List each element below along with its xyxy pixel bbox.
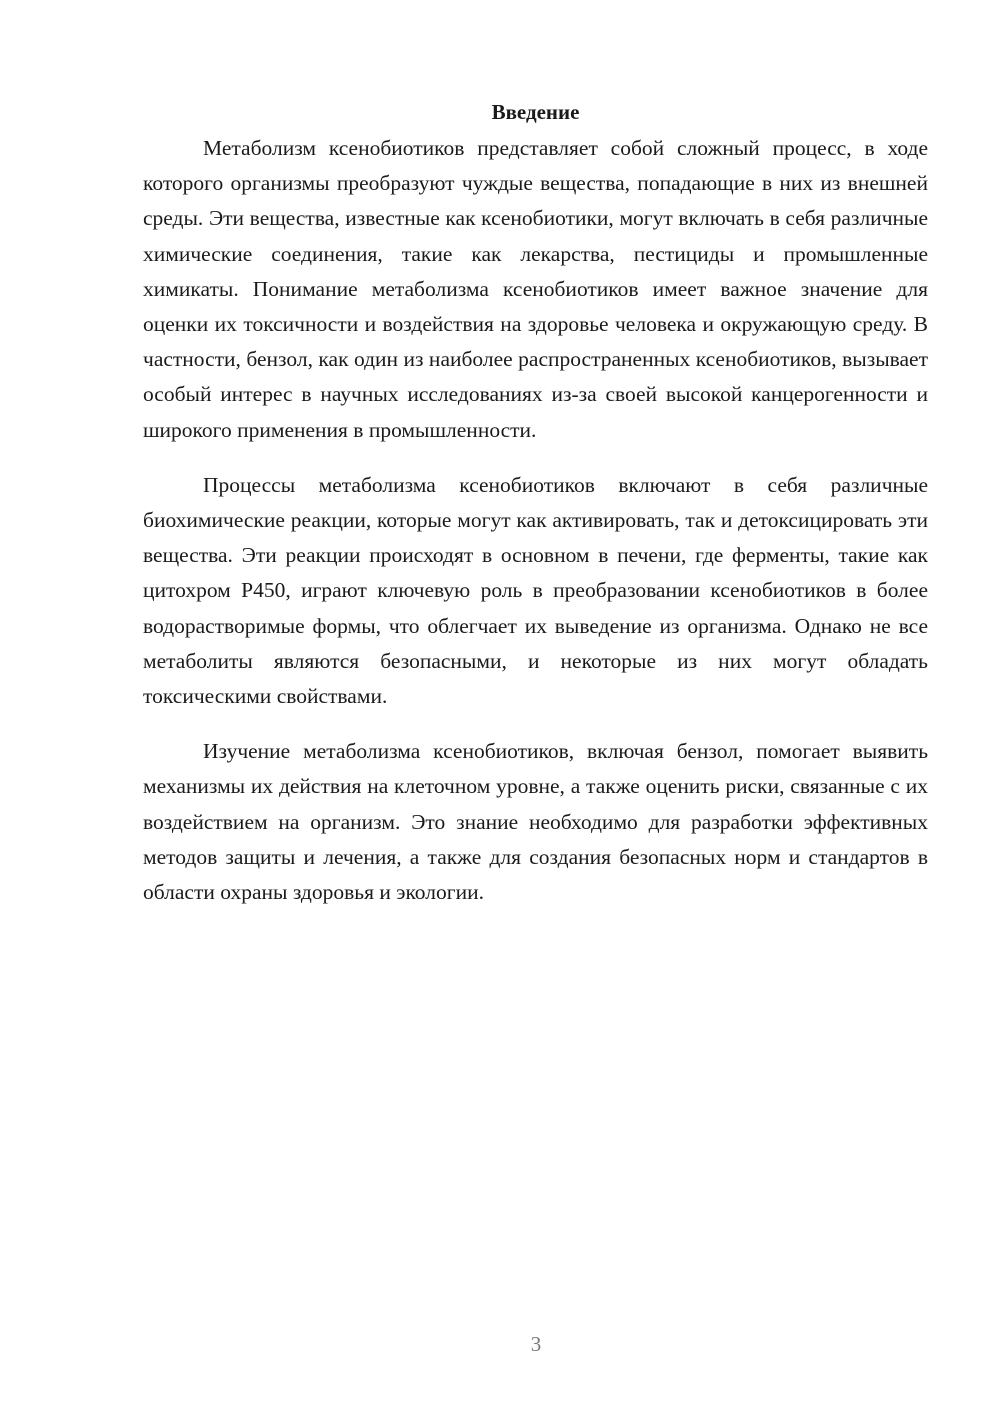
- paragraph-1: Метаболизм ксенобиотиков представляет собой сложный процесс, в ходе которого организмы преобразуют чуждые вещества, попадающие в них из внешней среды. Эти вещества, известные как ксенобиотики, могут включать в себя различные химические соединения, такие как лекарства, пестициды и промышленные химикаты. Понимание метаболизма ксенобиотиков имеет важное значение для оценки их токсичности и воздействия на здоровье человека и окружающую среду. В частности, бензол, как один из наиболее распространенных ксенобиотиков, вызывает особый интерес в научных исследованиях из-за своей высокой канцерогенности и широкого применения в промышленности.: [143, 136, 928, 442]
- section-title: Введение: [491, 100, 580, 124]
- page-content: [143, 96, 928, 910]
- page-number: 3: [530, 1332, 542, 1356]
- paragraph-2: Процессы метаболизма ксенобиотиков включают в себя различные биохимические реакции, которые могут как активировать, так и детоксицировать эти вещества. Эти реакции происходят в основном в печени, где ферменты, такие как цитохром P450, играют ключевую роль в преобразовании ксенобиотиков в более водорастворимые формы, что облегчает их выведение из организма. Однако не все метаболиты являются безопасными, и некоторые из них могут обладать токсическими свойствами.: [143, 472, 928, 709]
- paragraph-3: Изучение метаболизма ксенобиотиков, включая бензол, помогает выявить механизмы их действия на клеточном уровне, а также оценить риски, связанные с их воздействием на организм. Это знание необходимо для разработки эффективных методов защиты и лечения, а также для создания безопасных норм и стандартов в области охраны здоровья и экологии.: [143, 739, 928, 905]
